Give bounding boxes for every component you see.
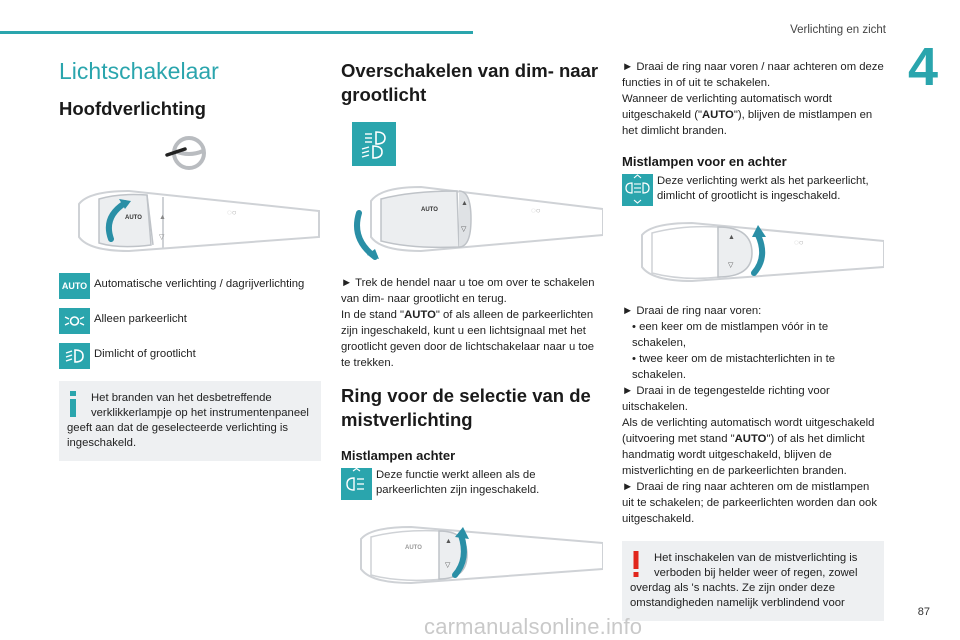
front-fog-step-3: ► Draai de ring naar achteren om de mistlampen uit te schakelen; de parkeerlichten worden dan ook uitgeschakeld. (622, 481, 877, 525)
info-icon (69, 391, 77, 417)
front-fog-auto-note-auto: AUTO (734, 433, 767, 445)
front-fog-step-2: ► Draai in de tegengestelde richting voor uitschakelen. (622, 385, 830, 413)
beam-auto-note-a: In de stand " (341, 309, 405, 321)
info-note (59, 381, 321, 461)
fog-ring-illustration (341, 519, 603, 589)
svg-text:▲: ▲ (445, 538, 452, 545)
legend-text-parking: Alleen parkeerlicht (94, 313, 187, 325)
svg-text:▽: ▽ (445, 562, 451, 569)
legend-text-dipped: Dimlicht of grootlicht (94, 348, 196, 360)
svg-text:▽: ▽ (728, 262, 734, 269)
front-fog-bullet-2: • twee keer om de mistachterlichten in te schakelen. (632, 353, 835, 381)
light-lever-illustration (59, 179, 321, 261)
svg-text:AUTO: AUTO (125, 215, 142, 221)
rear-fog-row (341, 468, 603, 500)
svg-text:▽: ▽ (159, 234, 165, 241)
warning-text-1: Het inschakelen van de mistverlichting is verboden bij helder weer of regen, zowel (654, 552, 858, 579)
high-beam-icon (352, 122, 396, 166)
page-title: Lichtschakelaar (59, 58, 219, 84)
beam-auto-note (341, 307, 603, 371)
auto-icon (59, 273, 90, 299)
watermark: carmanualsonline.info (424, 614, 643, 639)
parking-light-icon (59, 308, 90, 334)
beam-instruction: ► Trek de hendel naar u toe om over te schakelen van dim- naar grootlicht en terug. (341, 277, 595, 305)
ring-instruction: ► Draai de ring naar voren / naar achteren om deze functies in of uit te schakelen. (622, 61, 884, 89)
front-fog-auto-note (622, 415, 884, 479)
front-fog-figure (622, 215, 884, 289)
svg-text:▽: ▽ (461, 226, 467, 233)
beam-icon-box (352, 122, 396, 166)
ring-auto-note-a: Wanneer de verlichting automatisch wordt uitgeschakeld (" (622, 93, 832, 121)
front-rear-fog-icon (622, 174, 653, 206)
beam-lever-illustration (341, 177, 603, 261)
steering-wheel-icon (59, 133, 321, 173)
beam-lever-figure (341, 177, 603, 261)
front-fog-row (622, 174, 884, 206)
front-fog-bullet-1: • een keer om de mistlampen vóór in te schakelen, (632, 321, 829, 349)
svg-text:AUTO: AUTO (405, 545, 422, 551)
note-text-2: geeft aan dat de geselecteerde verlichting is ingeschakeld. (67, 422, 289, 449)
header-rule (0, 31, 473, 34)
svg-text:▲: ▲ (461, 200, 468, 207)
heading-rear-fog: Mistlampen achter (341, 448, 456, 463)
ring-auto-note (622, 91, 884, 139)
steering-wheel-figure (59, 133, 321, 173)
front-fog-auto-note-a: Als de verlichting automatisch wordt uitgeschakeld (uitvoering met stand " (622, 417, 875, 445)
auto-icon-label: AUTO (61, 281, 88, 291)
front-fog-auto-note-b: ") of als het dimlicht handmatig wordt uitgeschakeld, blijven de mistverlichting en de parkeerlichten branden. (622, 433, 865, 477)
beam-auto-note-auto: AUTO (404, 309, 436, 321)
ring-auto-note-auto: AUTO (702, 109, 734, 121)
svg-text:◌○: ◌○ (531, 206, 541, 215)
heading-fog-ring: Ring voor de selectie van de mistverlichting (341, 385, 591, 430)
section-header: Verlichting en zicht (790, 24, 886, 36)
column-left (59, 56, 321, 461)
svg-text:◌○: ◌○ (794, 238, 804, 247)
legend-row-auto (59, 273, 321, 299)
light-lever-figure (59, 179, 321, 261)
legend-text-auto: Automatische verlichting / dagrijverlichting (94, 278, 305, 290)
svg-text:◌○: ◌○ (227, 208, 237, 217)
beam-auto-note-b: " of als alleen de parkeerlichten zijn ingeschakeld, kunt u een lichtsignaal met het grootlicht geven door de lichtschakelaar naar u toe te trekken. (341, 309, 595, 369)
front-fog-step-1: ► Draai de ring naar voren: (622, 305, 762, 317)
legend-row-parking (59, 308, 321, 334)
heading-main-lighting: Hoofdverlichting (59, 98, 206, 119)
front-fog-illustration (622, 215, 884, 289)
front-fog-text: Deze verlichting werkt als het parkeerlicht, dimlicht of grootlicht is ingeschakeld. (657, 175, 869, 202)
svg-text:▲: ▲ (159, 214, 166, 221)
fog-ring-figure (341, 519, 603, 589)
note-text-1: Het branden van het desbetreffende verklikkerlampje op het instrumentenpaneel (91, 392, 309, 419)
legend-list (59, 273, 321, 369)
dipped-beam-icon (59, 343, 90, 369)
ring-auto-note-b: "), blijven de mistlampen en het dimlicht branden. (622, 109, 873, 137)
warning-note (622, 541, 884, 621)
svg-text:AUTO: AUTO (421, 207, 438, 213)
column-middle (341, 56, 603, 589)
column-right (622, 56, 884, 621)
page-number: 87 (917, 606, 930, 618)
rear-fog-text: Deze functie werkt alleen als de parkeerlichten zijn ingeschakeld. (376, 469, 540, 496)
warning-icon (632, 551, 640, 577)
heading-beam-switch: Overschakelen van dim- naar grootlicht (341, 60, 599, 105)
legend-row-dipped (59, 343, 321, 369)
rear-fog-icon (341, 468, 372, 500)
svg-text:▲: ▲ (728, 234, 735, 241)
chapter-number: 4 (907, 37, 939, 97)
warning-text-2: overdag als 's nachts. Ze zijn onder deze omstandigheden namelijk verblindend voor (630, 582, 845, 609)
heading-front-rear-fog: Mistlampen voor en achter (622, 154, 787, 169)
